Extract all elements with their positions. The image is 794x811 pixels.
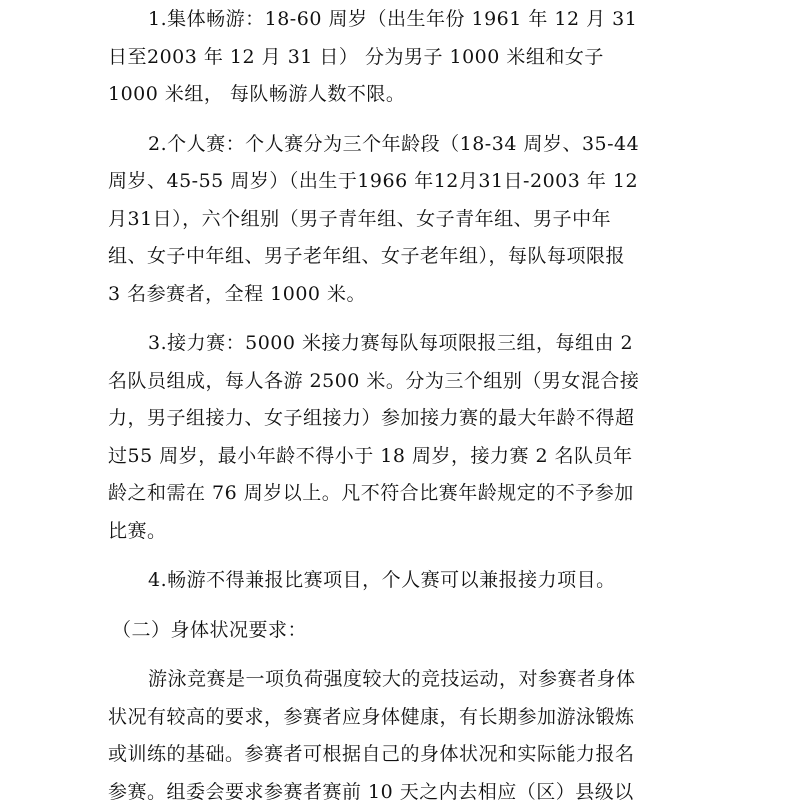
- text-line: 4.畅游不得兼报比赛项目，个人赛可以兼报接力项目。: [108, 562, 688, 600]
- text-line: 日至2003 年 12 月 31 日） 分为男子 1000 米组和女子: [108, 39, 688, 77]
- paragraph-registration-rule: [108, 562, 688, 600]
- text-line: 组、女子中年组、男子老年组、女子老年组），每队每项限报: [108, 238, 688, 276]
- text-line: 月31日），六个组别（男子青年组、女子青年组、男子中年: [108, 201, 688, 239]
- paragraph-health-requirements: [108, 661, 688, 811]
- text-line: 1000 米组， 每队畅游人数不限。: [108, 76, 688, 114]
- document-page: [108, 0, 688, 811]
- paragraph-group-swim: [108, 1, 688, 114]
- text-line: 参赛。组委会要求参赛者赛前 10 天之内去相应（区）县级以: [108, 774, 688, 811]
- text-line: 3 名参赛者，全程 1000 米。: [108, 276, 688, 314]
- text-line: 3.接力赛：5000 米接力赛每队每项限报三组，每组由 2: [108, 325, 688, 363]
- text-line: 比赛。: [108, 513, 688, 551]
- text-line: 1.集体畅游：18-60 周岁（出生年份 1961 年 12 月 31: [108, 1, 688, 39]
- heading-text: （二）身体状况要求：: [112, 612, 688, 650]
- text-line: 周岁、45-55 周岁）（出生于1966 年12月31日-2003 年 12: [108, 163, 688, 201]
- text-line: 力，男子组接力、女子组接力）参加接力赛的最大年龄不得超: [108, 400, 688, 438]
- text-line: 游泳竞赛是一项负荷强度较大的竞技运动，对参赛者身体: [108, 661, 688, 699]
- paragraph-relay-race: [108, 325, 688, 550]
- text-line: 名队员组成，每人各游 2500 米。分为三个组别（男女混合接: [108, 363, 688, 401]
- text-line: 2.个人赛：个人赛分为三个年龄段（18-34 周岁、35-44: [108, 126, 688, 164]
- text-line: 龄之和需在 76 周岁以上。凡不符合比赛年龄规定的不予参加: [108, 475, 688, 513]
- text-line: 状况有较高的要求，参赛者应身体健康，有长期参加游泳锻炼: [108, 699, 688, 737]
- text-line: 过55 周岁，最小年龄不得小于 18 周岁，接力赛 2 名队员年: [108, 438, 688, 476]
- text-line: 或训练的基础。参赛者可根据自己的身体状况和实际能力报名: [108, 736, 688, 774]
- paragraph-individual-race: [108, 126, 688, 314]
- section-heading-health: [108, 612, 688, 650]
